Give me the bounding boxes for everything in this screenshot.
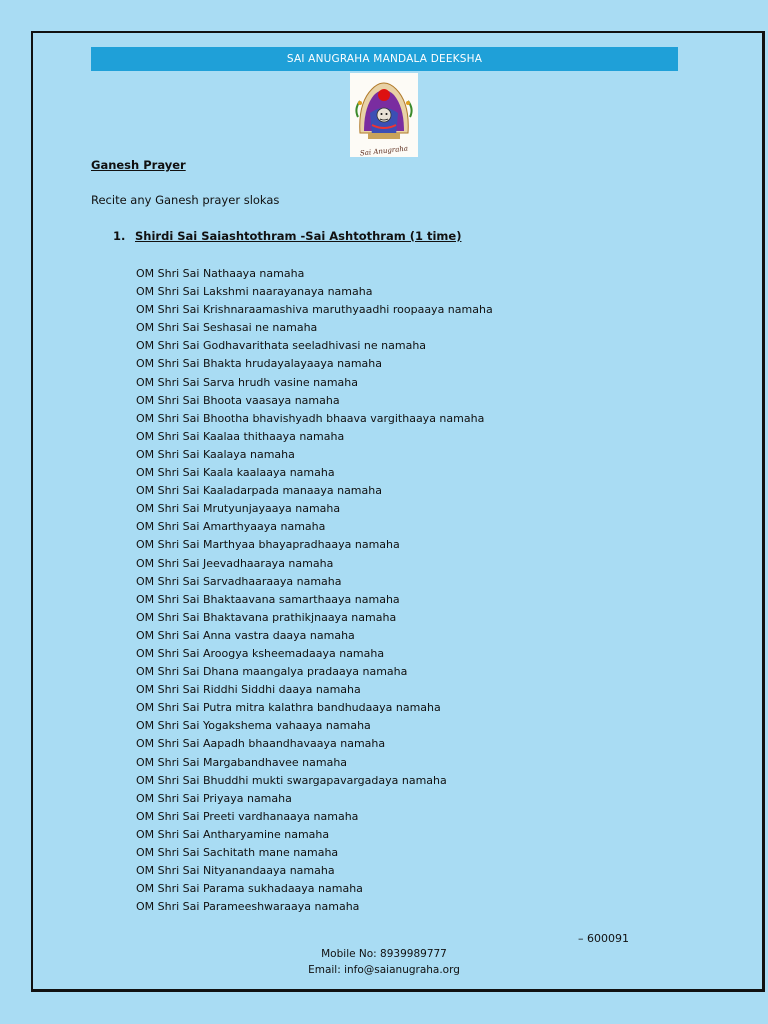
logo-caption: Sai Anugraha [359, 144, 409, 158]
instruction-text: Recite any Ganesh prayer slokas [91, 193, 280, 207]
numbered-section-title [113, 229, 461, 243]
mantra-line: OM Shri Sai Sarva hrudh vasine namaha [136, 375, 359, 389]
mantra-line: OM Shri Sai Godhavarithata seeladhivasi ne namaha [136, 339, 427, 353]
mantra-line: OM Shri Sai Parama sukhadaaya namaha [136, 882, 363, 896]
footer-mobile: Mobile No: 8939989777 [321, 948, 447, 960]
mantra-line: OM Shri Sai Sarvadhaaraaya namaha [136, 574, 342, 588]
mantra-line: OM Shri Sai Bhaktavana prathikjnaaya namaha [136, 610, 397, 624]
mantra-line: OM Shri Sai Preeti vardhanaaya namaha [136, 809, 359, 823]
mantra-line: OM Shri Sai Dhana maangalya pradaaya namaha [136, 665, 408, 679]
mantra-line: OM Shri Sai Mrutyunjayaaya namaha [136, 502, 341, 516]
mantra-line: OM Shri Sai Putra mitra kalathra bandhudaaya namaha [136, 701, 441, 715]
mantra-line: OM Shri Sai Aroogya ksheemadaaya namaha [136, 646, 385, 660]
mantra-line: OM Shri Sai Jeevadhaaraya namaha [136, 556, 334, 570]
mantra-line: OM Shri Sai Parameeshwaraaya namaha [136, 900, 360, 914]
mantra-line: OM Shri Sai Kaalaa thithaaya namaha [136, 429, 345, 443]
section-title-text: Shirdi Sai Saiashtothram -Sai Ashtothram (1 time) [135, 229, 462, 243]
mantra-line: OM Shri Sai Anna vastra daaya namaha [136, 628, 355, 642]
mantra-line: OM Shri Sai Amarthyaaya namaha [136, 520, 326, 534]
header-banner: SAI ANUGRAHA MANDALA DEEKSHA [91, 47, 678, 71]
mantra-line: OM Shri Sai Krishnaraamashiva maruthyaadhi roopaaya namaha [136, 303, 493, 317]
mantra-list [136, 265, 493, 916]
mantra-line: OM Shri Sai Nityanandaaya namaha [136, 864, 335, 878]
mantra-line: OM Shri Sai Kaala kaalaaya namaha [136, 466, 335, 480]
mantra-line: OM Shri Sai Seshasai ne namaha [136, 321, 318, 335]
section-number: 1. [113, 229, 126, 243]
mantra-line: OM Shri Sai Kaalaya namaha [136, 447, 295, 461]
mantra-line: OM Shri Sai Antharyamine namaha [136, 827, 330, 841]
mantra-line: OM Shri Sai Marthyaa bhayapradhaaya namaha [136, 538, 400, 552]
mantra-line: OM Shri Sai Bhakta hrudayalayaaya namaha [136, 357, 382, 371]
mantra-line: OM Shri Sai Sachitath mane namaha [136, 846, 339, 859]
mantra-line: OM Shri Sai Nathaaya namaha [136, 267, 305, 280]
mantra-line: OM Shri Sai Margabandhavee namaha [136, 755, 348, 769]
mantra-line: OM Shri Sai Bhoota vaasaya namaha [136, 393, 340, 407]
sai-anugraha-logo [350, 73, 418, 157]
footer-email: Email: info@saianugraha.org [308, 964, 460, 976]
mantra-line: OM Shri Sai Lakshmi naarayanaya namaha [136, 285, 373, 299]
mantra-line: OM Shri Sai Bhootha bhavishyadh bhaava vargithaaya namaha [136, 411, 485, 425]
mantra-line: OM Shri Sai Yogakshema vahaaya namaha [136, 719, 371, 733]
mantra-line: OM Shri Sai Kaaladarpada manaaya namaha [136, 484, 382, 498]
mantra-line: OM Shri Sai Aapadh bhaandhavaaya namaha [136, 737, 386, 751]
section-heading-ganesh-prayer: Ganesh Prayer [91, 158, 186, 172]
mantra-line: OM Shri Sai Bhaktaavana samarthaaya namaha [136, 592, 400, 606]
mantra-line: OM Shri Sai Bhuddhi mukti swargapavargadaya namaha [136, 773, 447, 787]
mantra-line: OM Shri Sai Riddhi Siddhi daaya namaha [136, 683, 361, 697]
mantra-line: OM Shri Sai Priyaya namaha [136, 791, 292, 805]
pincode-fragment: – 600091 [578, 932, 629, 945]
